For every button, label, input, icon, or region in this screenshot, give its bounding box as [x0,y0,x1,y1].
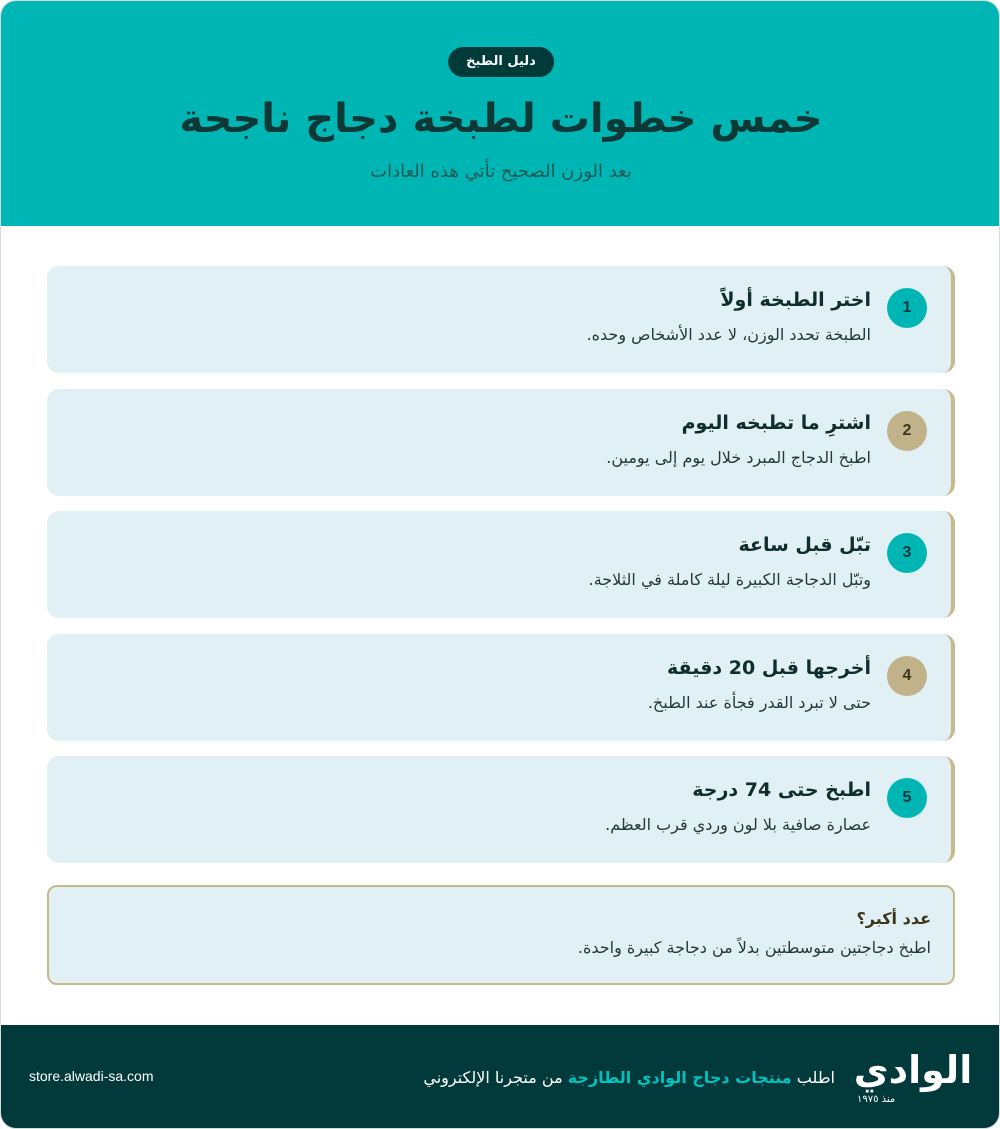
footer-cta-text [423,1065,835,1091]
step-title: اختر الطبخة أولاً [720,289,871,311]
footer-text-after: من متجرنا الإلكتروني [423,1068,568,1087]
step-card-2 [47,389,955,496]
step-number-badge: 3 [887,533,927,573]
step-number-badge: 4 [887,656,927,696]
step-description: الطبخة تحدد الوزن، لا عدد الأشخاص وحده. [586,325,871,344]
footer-bar [1,1025,1000,1129]
tip-description: اطبخ دجاجتين متوسطتين بدلاً من دجاجة كبيرة واحدة. [577,938,931,957]
step-title: أخرجها قبل 20 دقيقة [667,657,871,679]
step-card-3 [47,511,955,618]
step-title: تبّل قبل ساعة [738,534,871,556]
store-url-link[interactable]: store.alwadi-sa.com [29,1068,154,1084]
header-banner [1,1,1000,226]
footer-product-link[interactable]: منتجات دجاج الوادي الطازجة [567,1068,792,1087]
step-number-badge: 1 [887,288,927,328]
step-number-badge: 2 [887,411,927,451]
category-badge: دليل الطبخ [448,47,554,77]
step-description: اطبخ الدجاج المبرد خلال يوم إلى يومين. [606,448,871,467]
step-card-1 [47,266,955,373]
logo-wordmark: الوادي [853,1048,973,1092]
step-title: اشترِ ما تطبخه اليوم [681,412,871,434]
step-description: حتى لا تبرد القدر فجأة عند الطبخ. [647,693,871,712]
step-number-badge: 5 [887,778,927,818]
tip-title: عدد أكبر؟ [856,909,931,928]
tip-box [47,885,955,985]
step-title: اطبخ حتى 74 درجة [692,779,871,801]
step-description: وتبّل الدجاجة الكبيرة ليلة كاملة في الثلاجة. [588,570,871,589]
page-subtitle: بعد الوزن الصحيح تأتي هذه العادات [370,161,632,182]
step-description: عصارة صافية بلا لون وردي قرب العظم. [605,815,871,834]
page-title: خمس خطوات لطبخة دجاج ناجحة [179,96,823,142]
logo-since-label: منذ ١٩٧٥ [857,1094,896,1105]
brand-logo [851,1047,975,1117]
footer-text-before: اطلب [791,1068,835,1087]
step-card-4 [47,634,955,741]
step-card-5 [47,756,955,863]
